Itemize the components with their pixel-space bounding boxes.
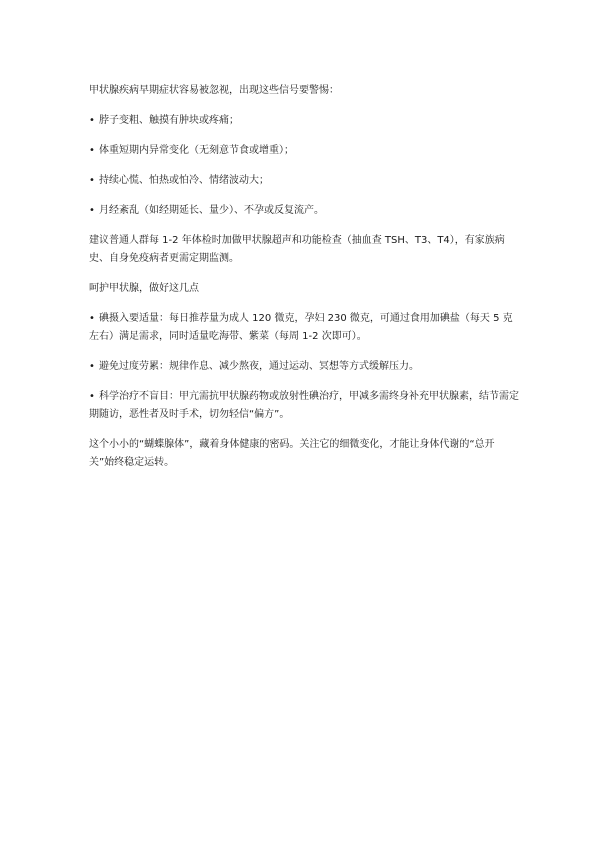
section-title: 呵护甲状腺，做好这几点 [89, 283, 199, 294]
symptom-item [89, 172, 519, 190]
bullet-icon: • [89, 361, 95, 372]
symptom-text: 体重短期内异常变化（无刻意节食或增重）； [99, 145, 294, 156]
symptom-item [89, 142, 519, 160]
symptom-text: 月经紊乱（如经期延长、量少）、不孕或反复流产。 [99, 205, 324, 216]
tip-item [89, 310, 519, 346]
bullet-icon: • [89, 175, 95, 186]
bullet-icon: • [89, 115, 95, 126]
tip-text: 科学治疗不盲目：甲亢需抗甲状腺药物或放射性碘治疗，甲减多需终身补充甲状腺素，结节需定期随访，恶性者及时手术，切勿轻信“偏方”。 [89, 391, 519, 420]
bullet-icon: • [89, 205, 95, 216]
tip-text: 碘摄入要适量：每日推荐量为成人 120 微克，孕妇 230 微克，可通过食用加碘盐（每天 5 克左右）满足需求，同时适量吃海带、紫菜（每周 1-2 次即可）。 [89, 313, 513, 342]
advice-paragraph: 建议普通人群每 1-2 年体检时加做甲状腺超声和功能检查（抽血查 TSH、T3、T4），有家族病史、自身免疫病者更需定期监测。 [89, 235, 505, 264]
symptom-item [89, 202, 519, 220]
bullet-icon: • [89, 391, 95, 402]
tip-text: 避免过度劳累：规律作息、减少熬夜，通过运动、冥想等方式缓解压力。 [99, 361, 419, 372]
bullet-icon: • [89, 313, 95, 324]
symptom-text: 持续心慌、怕热或怕冷、情绪波动大； [99, 175, 269, 186]
symptom-text: 脖子变粗、触摸有肿块或疼痛； [99, 115, 239, 126]
closing-paragraph: 这个小小的“蝴蝶腺体”，藏着身体健康的密码。关注它的细微变化，才能让身体代谢的“总开关”始终稳定运转。 [89, 439, 495, 468]
tip-item [89, 388, 519, 424]
tip-item [89, 358, 519, 376]
bullet-icon: • [89, 145, 95, 156]
intro-paragraph: 甲状腺疾病早期症状容易被忽视，出现这些信号要警惕： [89, 85, 339, 96]
symptom-item [89, 112, 519, 130]
document-body [89, 82, 519, 472]
